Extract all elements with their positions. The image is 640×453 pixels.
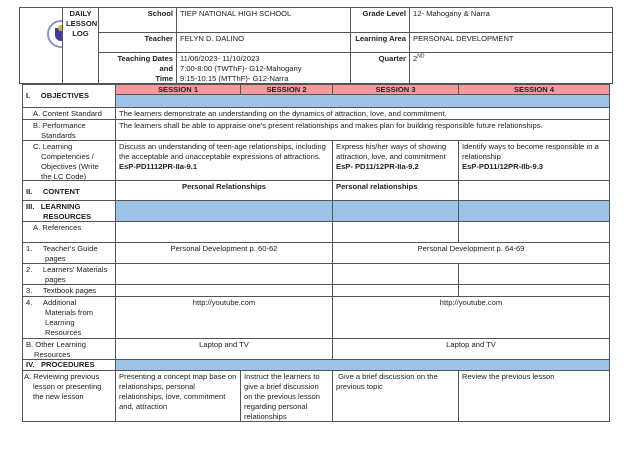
content-standard-value: The learners demonstrate an understanding on the dynamics of attraction, love, and commitment.: [115, 107, 610, 120]
teaching-dates-label-line: Teaching Dates and: [117, 54, 173, 73]
teacher-value: FELYN D. DALINO: [176, 32, 351, 53]
references-session-4: [458, 221, 610, 243]
quarter-label: Quarter: [350, 52, 410, 84]
grade-level-value: 12- Mahogany & Narra: [409, 7, 613, 33]
section-title: LEARNING: [40, 202, 81, 211]
item-label: Materials from: [45, 308, 94, 317]
content-session-1-2: Personal Relationships: [115, 180, 333, 201]
reviewing-session-1: Presenting a concept map base on relationships, personal relationships, love, commitment and, attraction: [115, 370, 241, 422]
learners-materials-session-1-2: [115, 263, 333, 285]
reviewing-session-4: Review the previous lesson: [458, 370, 610, 422]
learners-materials-label: [22, 263, 116, 285]
content-session-3: Personal relationships: [332, 180, 459, 201]
section-title: CONTENT: [42, 187, 80, 196]
item-label: pages: [45, 254, 66, 263]
dll-title-line: LOG: [72, 29, 89, 38]
session-2-header: SESSION 2: [240, 84, 333, 95]
teaching-dates-label-line: Time: [155, 74, 173, 83]
teacher-label: Teacher: [98, 32, 177, 53]
content-section-label: [22, 180, 116, 201]
competency-text: Discuss an understanding of teen-age relationships, including the acceptable and unacceptable expressions of attractions.: [119, 142, 326, 161]
item-number: 3.: [26, 286, 33, 295]
teachers-guide-label: [22, 242, 116, 264]
label-line: B. Other Learning: [26, 340, 86, 349]
content-session-4: [458, 180, 610, 201]
references-session-3: [332, 221, 459, 243]
session-3-header: SESSION 3: [332, 84, 459, 95]
schedule-mahogany: 7:00-8:00 (TWThF)- G12-Mahogany: [180, 64, 302, 73]
school-label: School: [98, 7, 177, 33]
learning-area-value: PERSONAL DEVELOPMENT: [409, 32, 613, 53]
label-line: lesson or presenting: [33, 382, 102, 391]
label-line: B. Performance: [33, 121, 86, 130]
content-standard-label: A. Content Standard: [22, 107, 116, 120]
quarter-suffix: ND: [417, 53, 425, 60]
item-number: 4.: [26, 298, 33, 307]
item-number: 1.: [26, 244, 33, 253]
competency-code: EsP-PD11/12PR-IIb-9.3: [462, 162, 544, 171]
label-line: C. Learning: [33, 142, 73, 151]
item-number: 2.: [26, 265, 33, 274]
objectives-section-label: [22, 84, 116, 108]
competency-text: Identify ways to become responsible in a relationship: [462, 142, 599, 161]
reviewing-session-2: Instruct the learners to give a brief discussion on the previous lesson regarding personal relationships: [240, 370, 333, 422]
additional-materials-session-3-4[interactable]: http://youtube.com: [332, 296, 610, 339]
section-number: I.: [26, 91, 31, 100]
schedule-narra: 9:15-10:15 (MTThF)- G12-Narra: [180, 74, 289, 83]
section-title: RESOURCES: [43, 212, 92, 221]
reviewing-label: [22, 370, 116, 422]
performance-standards-value: The learners shall be able to appraise one's present relationships and makes plan for building responsible future relationships.: [115, 119, 610, 141]
teachers-guide-session-3-4: Personal Development p. 64-69: [332, 242, 610, 264]
other-resources-label: [22, 338, 116, 360]
resources-section-label: [22, 200, 116, 222]
learners-materials-session-4: [458, 263, 610, 285]
label-line: A. Reviewing previous: [24, 372, 100, 381]
other-resources-session-1-2: Laptop and TV: [115, 338, 333, 360]
additional-materials-label: [22, 296, 116, 339]
teaching-dates-value: [176, 52, 351, 84]
item-label: pages: [45, 275, 66, 284]
deped-seal-logo-icon: [47, 20, 63, 48]
teachers-guide-session-1-2: Personal Development p. 60-62: [115, 242, 333, 264]
resources-band-s4: [458, 200, 610, 222]
item-label: Teacher's Guide: [42, 244, 98, 253]
objectives-band: [115, 94, 610, 108]
label-line: Standards: [41, 131, 76, 140]
school-value: TIEP NATIONAL HIGH SCHOOL: [176, 7, 351, 33]
competency-code: EsP-PD1112PR-IIa-9.1: [119, 162, 198, 171]
quarter-number: 2: [413, 54, 418, 63]
competency-code: EsP- PD11/12PR-IIa-9.2: [336, 162, 419, 171]
competencies-label: [22, 140, 116, 181]
dates-range: 11/06/2023- 11/10/2023: [180, 54, 260, 63]
label-line: the new lesson: [33, 392, 84, 401]
label-line: Competencies /: [41, 152, 94, 161]
competency-session-1-2: [115, 140, 333, 181]
additional-materials-session-1-2[interactable]: http://youtube.com: [115, 296, 333, 339]
resources-band-s1-s2: [115, 200, 333, 222]
section-number: IV.: [26, 360, 35, 369]
references-session-1-2: [115, 221, 333, 243]
section-number: II.: [26, 187, 33, 196]
item-label: Additional: [42, 298, 77, 307]
label-line: Objectives (Write: [41, 162, 99, 171]
learners-materials-session-3: [332, 263, 459, 285]
item-label: Learners' Materials: [42, 265, 108, 274]
competency-session-4: [458, 140, 610, 181]
label-line: the LC Code): [41, 172, 87, 181]
competency-text: Express his/her ways of showing attraction, love, and commitment: [336, 142, 447, 161]
logo-cell: [19, 7, 63, 84]
dll-title-line: LESSON: [66, 19, 98, 28]
resources-band-s3: [332, 200, 459, 222]
other-resources-session-3-4: Laptop and TV: [332, 338, 610, 360]
teaching-dates-label: [98, 52, 177, 84]
learning-area-label: Learning Area: [350, 32, 410, 53]
reviewing-session-3: Give a brief discussion on the previous topic: [332, 370, 459, 422]
section-title: OBJECTIVES: [40, 91, 89, 100]
performance-standards-label: [22, 119, 116, 141]
item-label: Textbook pages: [42, 286, 97, 295]
item-label: Learning Resources: [45, 318, 82, 337]
dll-title-line: DAILY: [69, 9, 92, 18]
section-title: PROCEDURES: [40, 360, 95, 369]
session-4-header: SESSION 4: [458, 84, 610, 95]
session-1-header: SESSION 1: [115, 84, 241, 95]
grade-level-label: Grade Level: [350, 7, 410, 33]
label-line: Resources: [34, 350, 71, 359]
dll-title: [62, 7, 99, 84]
references-label: A. References: [22, 221, 116, 243]
section-number: III.: [26, 202, 35, 211]
competency-session-3: [332, 140, 459, 181]
quarter-value: [409, 52, 613, 84]
